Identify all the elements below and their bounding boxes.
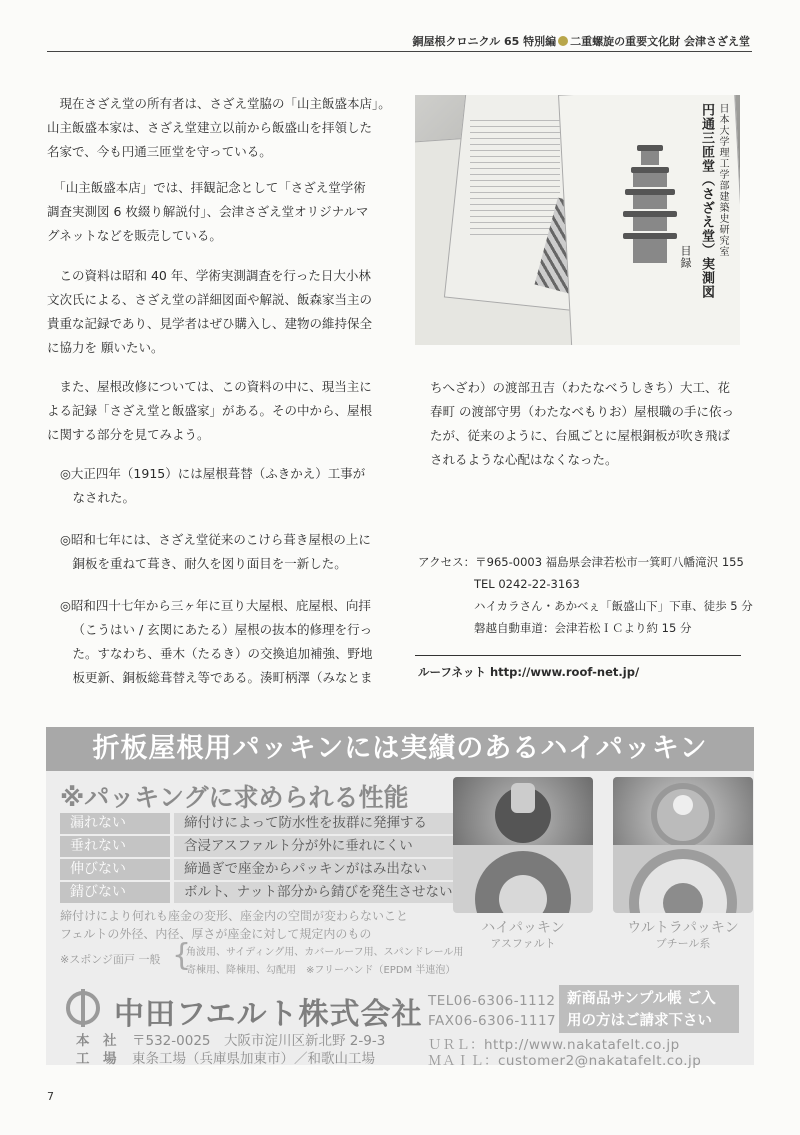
product-type: アスファルト [490,937,556,950]
access-car: 磐越自動車道：会津若松ＩＣより約 15 分 [474,621,692,635]
paragraph-6 [60,528,371,576]
ad-row-value: ボルト、ナット部分から錆びを発生させない [174,882,486,903]
photo-text-lines [470,115,560,235]
text-line: この資料は昭和 40 年、学術実測調査を行った日大小林 [59,268,371,283]
text-line: 文次氏による、さざえ堂の詳細図面や解説、飯森家当主の [47,292,373,307]
ad-note: フェルトの外径、内径、厚さが座金に対して規定内のもの [60,927,372,941]
contact-tel: TEL06-6306-1112 [428,993,556,1009]
paragraph-3 [47,264,372,360]
paragraph-4 [47,375,372,447]
hq-address: 本 社 〒532-0025 大阪市淀川区新北野 2-9-3 [76,1033,386,1049]
ad-row-key: 錆びない [60,882,170,903]
text-line: 「山主飯盛本店」では、拝観記念として「さざえ堂学術 [53,180,366,195]
sample-line: 新商品サンプル帳 ご入 [567,991,716,1007]
text-line: 山主飯盛本家は、さざえ堂建立以前から飯盛山を拝領した [47,120,373,135]
factory-address: 工 場 東条工場（兵庫県加東市）／和歌山工場 [76,1051,375,1067]
product-type: ブチール系 [655,937,711,950]
access-tel: TEL 0242-22-3163 [474,577,580,591]
text-line: 調査実測図 6 枚綴り解説付」、会津さざえ堂オリジナルマ [47,204,369,219]
advertisement [46,727,754,1069]
text-line: 名家で、今も円通三匝堂を守っている。 [47,144,272,159]
page-number: 7 [47,1090,54,1103]
text-line: 銅板を重ねて葺き、耐久を図り面目を一新した。 [72,556,347,571]
text-line: ◎昭和七年には、さざえ堂従来のこけら葺き屋根の上に [60,532,371,547]
sample-request-box [559,985,739,1033]
photo-org-text: 日本大学理工学部建築史研究室 [717,103,728,257]
paragraph-1 [47,92,391,164]
text-line: （こうはい / 玄関にあたる）屋根の抜本的修理を行っ [72,622,373,637]
pagoda-drawing [623,135,677,285]
paragraph-2 [47,176,369,248]
text-line: に協力を 願いたい。 [47,340,164,355]
running-header [413,33,750,49]
text-line: ◎昭和四十七年から三ヶ年に亘り大屋根、庇屋根、向拝 [60,598,371,613]
ad-row-value: 締過ぎで座金からパッキンがはみ出ない [174,859,486,880]
ad-title: 折板屋根用パッキンには実績のあるハイパッキン [46,727,754,771]
access-info [418,551,753,639]
ad-row-key: 垂れない [60,836,170,857]
text-line: よる記録「さざえ堂と飯盛家」がある。その中から、屋根 [47,403,373,418]
ad-note: 締付けにより何れも座金の変形、座金内の空間が変わらないこと [60,909,409,923]
text-line: たが、従来のように、台風ごとに屋根銅板が吹き飛ば [430,428,731,443]
contact-mail[interactable]: ＭＡＩＬ：customer2@nakatafelt.co.jp [428,1053,702,1069]
access-bus: ハイカラさん・あかべぇ「飯盛山下」下車、徒歩 5 分 [474,599,753,613]
text-line: 春町 の渡部守男（わたなべもりお）屋根職の手に依っ [430,404,734,419]
paragraph-7 [60,594,373,690]
text-line: されるような心配はなくなった。 [430,452,618,467]
header-dot-icon [558,36,568,46]
text-line: た。すなわち、垂木（たるき）の交換追加補強、野地 [72,646,373,661]
ad-row-value: 締付けによって防水性を抜群に発揮する [174,813,486,834]
text-line: また、屋根改修については、この資料の中に、現当主に [59,379,372,394]
ad-row-value: 含浸アスファルト分が外に垂れにくい [174,836,486,857]
text-line: ちへざわ）の渡部丑吉（わたなべうしきち）大工、花 [430,380,731,395]
product-photo-hipacking [453,777,593,913]
photo-index-text: 目録 [679,245,692,269]
access-label: アクセス： [418,555,476,569]
text-line: ◎大正四年（1915）には屋根葺替（ふきかえ）工事が [60,466,366,481]
text-line: 現在さざえ堂の所有者は、さざえ堂脇の「山主飯盛本店」。 [59,96,391,111]
access-address: 〒965-0003 福島県会津若松市一箕町八幡滝沢 155 [475,555,744,569]
contact-url[interactable]: ＵＲＬ：http://www.nakatafelt.co.jp [428,1037,680,1053]
contact-fax: FAX06-6306-1117 [428,1013,557,1029]
sponge-line: 寄棟用、降棟用、勾配用 ※フリーハンド（EPDM 半連泡） [186,965,456,976]
text-line: なされた。 [72,490,136,505]
company-logo-icon [66,991,100,1025]
ad-row-key: 伸びない [60,859,170,880]
ad-subtitle: ※パッキングに求められる性能 [60,783,409,812]
product-name: ウルトラパッキン [627,920,739,936]
text-line: 貴重な記録であり、見学者はぜひ購入し、建物の維持保全 [47,316,373,331]
header-left: 銅屋根クロニクル 65 特別編 [412,35,557,48]
ad-row-key: 漏れない [60,813,170,834]
paragraph-5 [60,462,365,510]
text-line: 板更新、銅板総葺替え等である。湊町柄澤（みなとま [72,670,373,685]
product-name: ハイパッキン [481,920,565,936]
survey-document-photo [415,95,740,345]
header-rule [47,51,752,52]
divider [415,655,741,656]
sample-line: 用の方はご請求下さい [567,1013,712,1029]
text-line: グネットなどを販売している。 [47,228,222,243]
roofnet-link[interactable]: ルーフネット http://www.roof-net.jp/ [418,665,640,679]
sponge-label: ※スポンジ面戸 一般 [60,953,161,966]
brace-icon: { [172,938,192,973]
company-name: 中田フエルト株式会社 [114,997,423,1032]
text-line: に関する部分を見てみよう。 [47,427,210,442]
photo-title-text: 円通三匝堂（さざえ堂）実測図 [699,103,714,299]
header-right: 二重螺旋の重要文化財 会津さざえ堂 [570,35,750,48]
sponge-line: 角波用、サイディング用、カバールーフ用、スパンドレール用 [186,947,464,958]
product-photo-ultrapacking [613,777,753,913]
right-paragraph [430,376,734,472]
